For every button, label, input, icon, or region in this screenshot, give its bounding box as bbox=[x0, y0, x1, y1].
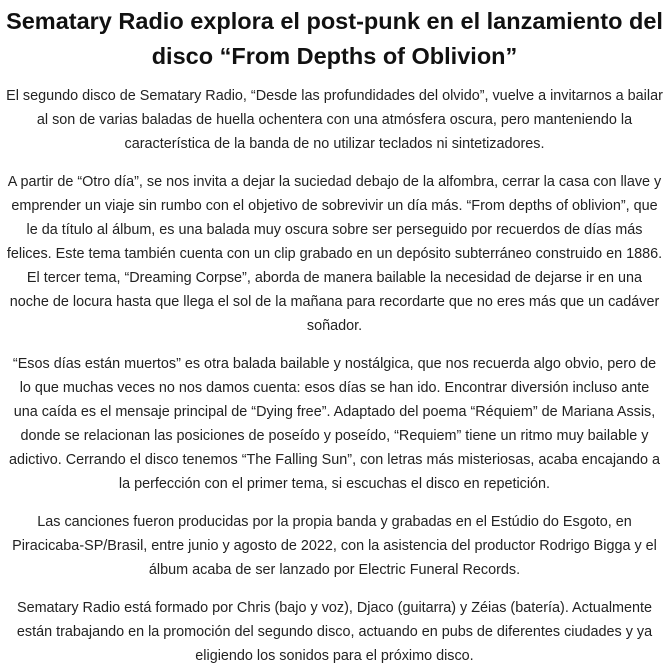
article-body bbox=[6, 84, 663, 668]
paragraph-intro: El segundo disco de Sematary Radio, “Desde las profundidades del olvido”, vuelve a invitarnos a bailar al son de varias baladas de huella ochentera con una atmósfera oscura, pero manteniendo la característica de la banda de no utilizar teclados ni sintetizadores. bbox=[6, 88, 663, 152]
paragraph-tracks-part-2: “Esos días están muertos” es otra balada bailable y nostálgica, que nos recuerda algo obvio, pero de lo que muchas veces no nos damos cuenta: esos días se han ido. Encontrar diversión incluso ante una caída es el mensaje principal de “Dying free”. Adaptado del poema “Réquiem” de Mariana Assis, donde se relacionan las posiciones de poseído y poseído, “Requiem” tiene un ritmo muy bailable y adictivo. Cerrando el disco tenemos “The Falling Sun”, con letras más misteriosas, acaba encajando a la perfección con el primer tema, si escuchas el disco en repetición. bbox=[8, 356, 661, 492]
paragraph-band-members: Sematary Radio está formado por Chris (bajo y voz), Djaco (guitarra) y Zéias (batería). Actualmente están trabajando en la promoción del segundo disco, actuando en pubs de diferentes ciudades y ya eligiendo los sonidos para el próximo disco. bbox=[16, 600, 653, 664]
article bbox=[0, 4, 669, 668]
article-title: Sematary Radio explora el post-punk en el lanzamiento del disco “From Depths of Oblivion” bbox=[6, 8, 663, 69]
paragraph-tracks-part-1: A partir de “Otro día”, se nos invita a dejar la suciedad debajo de la alfombra, cerrar la casa con llave y emprender un viaje sin rumbo con el objetivo de sobrevivir un día más. “From depths of oblivion”, que le da título al álbum, es una balada muy oscura sobre ser perseguido por recuerdos de días más felices. Este tema también cuenta con un clip grabado en un depósito subterráneo construido en 1886. El tercer tema, “Dreaming Corpse”, aborda de manera bailable la necesidad de dejarse ir en una noche de locura hasta que llega el sol de la mañana para recordarte que no eres más que un cadáver soñador. bbox=[6, 174, 663, 334]
paragraph-production: Las canciones fueron producidas por la propia banda y grabadas en el Estúdio do Esgoto, en Piracicaba-SP/Brasil, entre junio y agosto de 2022, con la asistencia del productor Rodrigo Bigga y el álbum acaba de ser lanzado por Electric Funeral Records. bbox=[12, 514, 657, 578]
